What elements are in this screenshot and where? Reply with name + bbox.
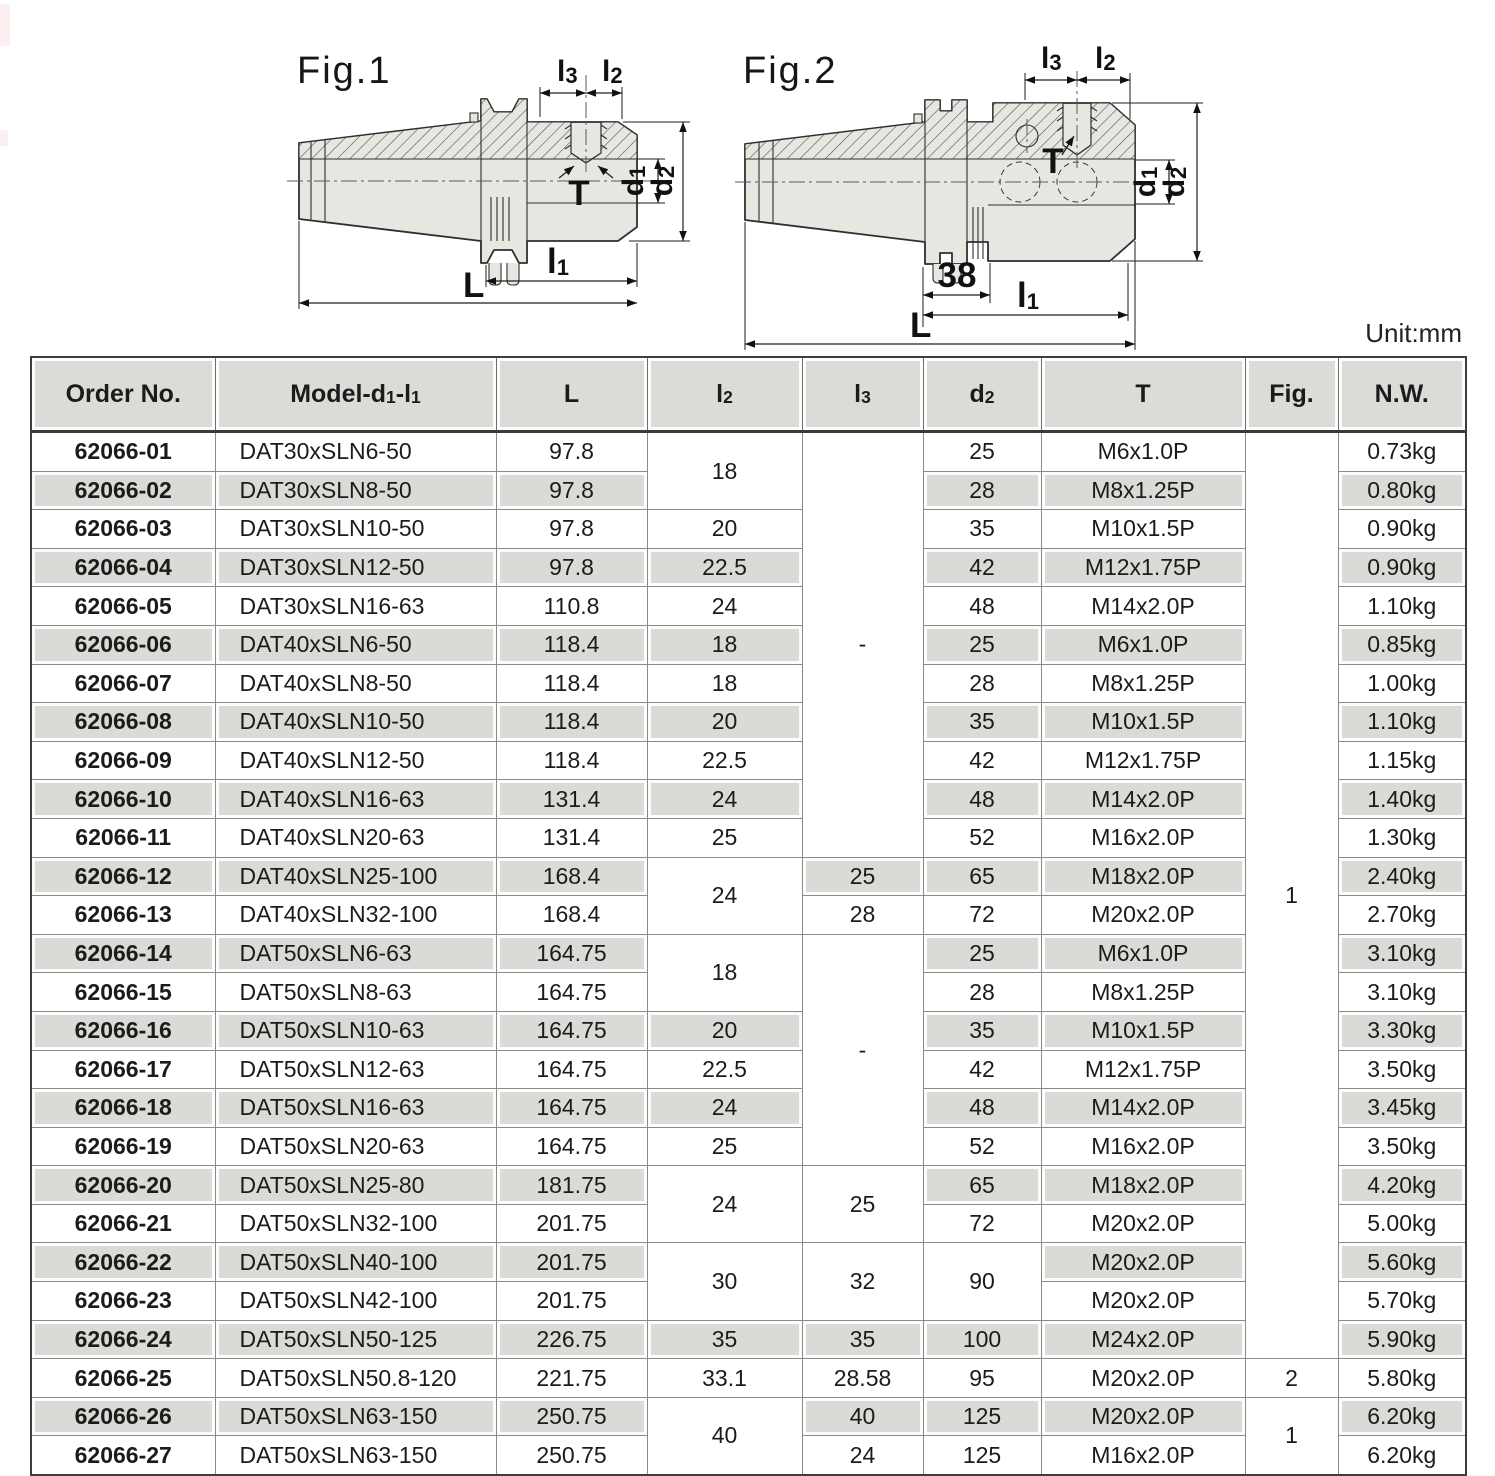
col-header-model: Model-d1-l1 <box>215 357 496 432</box>
order-no-cell: 62066-16 <box>31 1011 215 1050</box>
dim-38-label: 38 <box>937 256 977 295</box>
d2-cell: 28 <box>923 471 1041 510</box>
d2-cell: 48 <box>923 780 1041 819</box>
model-cell: DAT50xSLN12-63 <box>215 1050 496 1089</box>
model-cell: DAT50xSLN25-80 <box>215 1166 496 1205</box>
dim-d1-label: d1 <box>1129 166 1162 198</box>
l2-cell: 22.5 <box>647 741 802 780</box>
order-no-cell: 62066-15 <box>31 973 215 1012</box>
dim-l3-label: l3 <box>557 55 578 88</box>
order-no-cell: 62066-06 <box>31 625 215 664</box>
thread-t-cell: M20x2.0P <box>1041 1282 1245 1321</box>
net-weight-cell: 5.00kg <box>1338 1204 1466 1243</box>
l3-cell: - <box>802 934 923 1166</box>
l2-cell: 22.5 <box>647 548 802 587</box>
order-no-cell: 62066-27 <box>31 1436 215 1475</box>
thread-t-cell: M20x2.0P <box>1041 1359 1245 1398</box>
l3-cell: 24 <box>802 1436 923 1475</box>
col-header-nw: N.W. <box>1338 357 1466 432</box>
table-row <box>31 1359 1466 1398</box>
col-header-t: T <box>1041 357 1245 432</box>
d2-cell: 72 <box>923 896 1041 935</box>
order-no-cell: 62066-11 <box>31 818 215 857</box>
fig2-title: Fig.2 <box>743 50 838 92</box>
net-weight-cell: 0.73kg <box>1338 432 1466 472</box>
scan-artifact <box>0 4 10 46</box>
net-weight-cell: 3.50kg <box>1338 1127 1466 1166</box>
thread-t-cell: M12x1.75P <box>1041 548 1245 587</box>
d2-cell: 35 <box>923 703 1041 742</box>
thread-t-cell: M10x1.5P <box>1041 510 1245 549</box>
thread-t-cell: M6x1.0P <box>1041 934 1245 973</box>
d2-cell: 52 <box>923 818 1041 857</box>
model-cell: DAT50xSLN16-63 <box>215 1089 496 1128</box>
l2-cell: 18 <box>647 934 802 1011</box>
l3-cell: 25 <box>802 857 923 896</box>
length-l-cell: 118.4 <box>496 741 647 780</box>
d2-cell: 125 <box>923 1397 1041 1436</box>
dim-t-label: T <box>568 174 590 213</box>
length-l-cell: 164.75 <box>496 1011 647 1050</box>
model-cell: DAT40xSLN32-100 <box>215 896 496 935</box>
fig1-title: Fig.1 <box>297 50 392 92</box>
table-row <box>31 1397 1466 1436</box>
length-l-cell: 164.75 <box>496 934 647 973</box>
net-weight-cell: 1.40kg <box>1338 780 1466 819</box>
col-header-l: L <box>496 357 647 432</box>
length-l-cell: 168.4 <box>496 857 647 896</box>
length-l-cell: 250.75 <box>496 1397 647 1436</box>
order-no-cell: 62066-04 <box>31 548 215 587</box>
l2-cell: 25 <box>647 818 802 857</box>
l3-cell: 35 <box>802 1320 923 1359</box>
net-weight-cell: 0.80kg <box>1338 471 1466 510</box>
net-weight-cell: 3.30kg <box>1338 1011 1466 1050</box>
l3-cell: 28.58 <box>802 1359 923 1398</box>
thread-t-cell: M14x2.0P <box>1041 587 1245 626</box>
order-no-cell: 62066-14 <box>31 934 215 973</box>
d2-cell: 28 <box>923 973 1041 1012</box>
thread-t-cell: M14x2.0P <box>1041 1089 1245 1128</box>
length-l-cell: 97.8 <box>496 510 647 549</box>
order-no-cell: 62066-12 <box>31 857 215 896</box>
thread-t-cell: M10x1.5P <box>1041 703 1245 742</box>
order-no-cell: 62066-26 <box>31 1397 215 1436</box>
net-weight-cell: 6.20kg <box>1338 1397 1466 1436</box>
thread-t-cell: M8x1.25P <box>1041 973 1245 1012</box>
model-cell: DAT30xSLN12-50 <box>215 548 496 587</box>
dim-t-label: T <box>1042 142 1064 181</box>
d2-cell: 35 <box>923 1011 1041 1050</box>
l3-cell: - <box>802 432 923 858</box>
l2-cell: 22.5 <box>647 1050 802 1089</box>
model-cell: DAT30xSLN16-63 <box>215 587 496 626</box>
dim-d1-label: d1 <box>617 165 650 197</box>
thread-t-cell: M8x1.25P <box>1041 664 1245 703</box>
col-header-d2: d2 <box>923 357 1041 432</box>
dim-L-label: L <box>463 266 485 305</box>
thread-t-cell: M6x1.0P <box>1041 625 1245 664</box>
net-weight-cell: 3.10kg <box>1338 934 1466 973</box>
thread-t-cell: M10x1.5P <box>1041 1011 1245 1050</box>
thread-t-cell: M16x2.0P <box>1041 1436 1245 1475</box>
d2-cell: 125 <box>923 1436 1041 1475</box>
l2-cell: 24 <box>647 780 802 819</box>
thread-t-cell: M18x2.0P <box>1041 1166 1245 1205</box>
d2-cell: 42 <box>923 548 1041 587</box>
fig-cell: 1 <box>1245 1397 1338 1475</box>
d2-cell: 35 <box>923 510 1041 549</box>
model-cell: DAT30xSLN10-50 <box>215 510 496 549</box>
model-cell: DAT40xSLN12-50 <box>215 741 496 780</box>
model-cell: DAT40xSLN6-50 <box>215 625 496 664</box>
length-l-cell: 164.75 <box>496 1050 647 1089</box>
l3-cell: 40 <box>802 1397 923 1436</box>
dim-d2-label: d2 <box>1158 166 1191 198</box>
unit-label: Unit:mm <box>1365 318 1462 348</box>
length-l-cell: 118.4 <box>496 664 647 703</box>
order-no-cell: 62066-10 <box>31 780 215 819</box>
model-cell: DAT50xSLN6-63 <box>215 934 496 973</box>
header-row <box>31 357 1466 432</box>
d2-cell: 28 <box>923 664 1041 703</box>
l2-cell: 20 <box>647 1011 802 1050</box>
length-l-cell: 97.8 <box>496 432 647 472</box>
length-l-cell: 226.75 <box>496 1320 647 1359</box>
l3-cell: 32 <box>802 1243 923 1320</box>
model-cell: DAT50xSLN20-63 <box>215 1127 496 1166</box>
model-cell: DAT40xSLN8-50 <box>215 664 496 703</box>
l3-cell: 25 <box>802 1166 923 1243</box>
col-header-fig: Fig. <box>1245 357 1338 432</box>
order-no-cell: 62066-18 <box>31 1089 215 1128</box>
net-weight-cell: 4.20kg <box>1338 1166 1466 1205</box>
order-no-cell: 62066-09 <box>31 741 215 780</box>
col-header-l3: l3 <box>802 357 923 432</box>
dim-l3-label: l3 <box>1041 45 1062 75</box>
order-no-cell: 62066-17 <box>31 1050 215 1089</box>
scan-artifact <box>0 130 8 146</box>
d2-cell: 42 <box>923 1050 1041 1089</box>
dim-l1-label: l1 <box>1017 276 1039 315</box>
l2-cell: 18 <box>647 625 802 664</box>
l2-cell: 35 <box>647 1320 802 1359</box>
fig-cell: 1 <box>1245 432 1338 1359</box>
net-weight-cell: 3.45kg <box>1338 1089 1466 1128</box>
dim-l2-label: l2 <box>602 55 623 88</box>
model-cell: DAT50xSLN40-100 <box>215 1243 496 1282</box>
model-cell: DAT50xSLN10-63 <box>215 1011 496 1050</box>
model-cell: DAT30xSLN6-50 <box>215 432 496 472</box>
bottom-keys <box>489 263 519 285</box>
length-l-cell: 164.75 <box>496 973 647 1012</box>
thread-t-cell: M20x2.0P <box>1041 1204 1245 1243</box>
l2-cell: 20 <box>647 510 802 549</box>
thread-t-cell: M16x2.0P <box>1041 818 1245 857</box>
d2-cell: 100 <box>923 1320 1041 1359</box>
order-no-cell: 62066-01 <box>31 432 215 472</box>
l2-cell: 25 <box>647 1127 802 1166</box>
l2-cell: 24 <box>647 1166 802 1243</box>
l2-cell: 24 <box>647 587 802 626</box>
dim-l2-label: l2 <box>1095 45 1116 75</box>
length-l-cell: 118.4 <box>496 625 647 664</box>
d2-cell: 25 <box>923 432 1041 472</box>
net-weight-cell: 2.40kg <box>1338 857 1466 896</box>
flange-key <box>914 114 922 123</box>
model-cell: DAT40xSLN16-63 <box>215 780 496 819</box>
length-l-cell: 250.75 <box>496 1436 647 1475</box>
l2-cell: 30 <box>647 1243 802 1320</box>
net-weight-cell: 0.85kg <box>1338 625 1466 664</box>
net-weight-cell: 5.80kg <box>1338 1359 1466 1398</box>
d2-cell: 90 <box>923 1243 1041 1320</box>
length-l-cell: 221.75 <box>496 1359 647 1398</box>
length-l-cell: 201.75 <box>496 1282 647 1321</box>
order-no-cell: 62066-13 <box>31 896 215 935</box>
l2-cell: 18 <box>647 664 802 703</box>
thread-t-cell: M16x2.0P <box>1041 1127 1245 1166</box>
order-no-cell: 62066-20 <box>31 1166 215 1205</box>
table-row <box>31 432 1466 472</box>
thread-t-cell: M20x2.0P <box>1041 1397 1245 1436</box>
thread-t-cell: M6x1.0P <box>1041 432 1245 472</box>
net-weight-cell: 3.10kg <box>1338 973 1466 1012</box>
col-header-l2: l2 <box>647 357 802 432</box>
order-no-cell: 62066-21 <box>31 1204 215 1243</box>
d2-cell: 65 <box>923 1166 1041 1205</box>
net-weight-cell: 5.70kg <box>1338 1282 1466 1321</box>
fig2-technical-drawing <box>735 45 1215 355</box>
net-weight-cell: 5.90kg <box>1338 1320 1466 1359</box>
table-body <box>31 432 1466 1476</box>
model-cell: DAT50xSLN50.8-120 <box>215 1359 496 1398</box>
fig1-technical-drawing <box>285 45 710 315</box>
net-weight-cell: 1.00kg <box>1338 664 1466 703</box>
thread-t-cell: M20x2.0P <box>1041 896 1245 935</box>
length-l-cell: 201.75 <box>496 1243 647 1282</box>
net-weight-cell: 1.10kg <box>1338 587 1466 626</box>
thread-t-cell: M12x1.75P <box>1041 1050 1245 1089</box>
d2-cell: 48 <box>923 587 1041 626</box>
net-weight-cell: 6.20kg <box>1338 1436 1466 1475</box>
length-l-cell: 110.8 <box>496 587 647 626</box>
dim-l1-label: l1 <box>547 242 569 281</box>
length-l-cell: 131.4 <box>496 780 647 819</box>
model-cell: DAT50xSLN63-150 <box>215 1397 496 1436</box>
thread-t-cell: M8x1.25P <box>1041 471 1245 510</box>
spec-table <box>30 356 1467 1476</box>
length-l-cell: 181.75 <box>496 1166 647 1205</box>
net-weight-cell: 0.90kg <box>1338 510 1466 549</box>
order-no-cell: 62066-23 <box>31 1282 215 1321</box>
net-weight-cell: 0.90kg <box>1338 548 1466 587</box>
length-l-cell: 168.4 <box>496 896 647 935</box>
d2-cell: 95 <box>923 1359 1041 1398</box>
model-cell: DAT50xSLN63-150 <box>215 1436 496 1475</box>
order-no-cell: 62066-22 <box>31 1243 215 1282</box>
thread-t-cell: M18x2.0P <box>1041 857 1245 896</box>
thread-t-cell: M24x2.0P <box>1041 1320 1245 1359</box>
l2-cell: 20 <box>647 703 802 742</box>
thread-t-cell: M20x2.0P <box>1041 1243 1245 1282</box>
d2-cell: 48 <box>923 1089 1041 1128</box>
order-no-cell: 62066-08 <box>31 703 215 742</box>
length-l-cell: 164.75 <box>496 1089 647 1128</box>
order-no-cell: 62066-02 <box>31 471 215 510</box>
d2-cell: 25 <box>923 934 1041 973</box>
length-l-cell: 164.75 <box>496 1127 647 1166</box>
length-l-cell: 97.8 <box>496 548 647 587</box>
net-weight-cell: 1.10kg <box>1338 703 1466 742</box>
d2-cell: 42 <box>923 741 1041 780</box>
l2-cell: 18 <box>647 432 802 510</box>
fig-cell: 2 <box>1245 1359 1338 1398</box>
order-no-cell: 62066-05 <box>31 587 215 626</box>
net-weight-cell: 3.50kg <box>1338 1050 1466 1089</box>
net-weight-cell: 1.15kg <box>1338 741 1466 780</box>
thread-t-cell: M14x2.0P <box>1041 780 1245 819</box>
order-no-cell: 62066-24 <box>31 1320 215 1359</box>
l2-cell: 33.1 <box>647 1359 802 1398</box>
dim-d2-label: d2 <box>646 165 679 197</box>
length-l-cell: 201.75 <box>496 1204 647 1243</box>
length-l-cell: 131.4 <box>496 818 647 857</box>
d2-cell: 52 <box>923 1127 1041 1166</box>
order-no-cell: 62066-07 <box>31 664 215 703</box>
d2-cell: 65 <box>923 857 1041 896</box>
table-header <box>31 357 1466 432</box>
order-no-cell: 62066-19 <box>31 1127 215 1166</box>
order-no-cell: 62066-03 <box>31 510 215 549</box>
model-cell: DAT40xSLN20-63 <box>215 818 496 857</box>
d2-cell: 25 <box>923 625 1041 664</box>
l2-cell: 40 <box>647 1397 802 1475</box>
model-cell: DAT50xSLN50-125 <box>215 1320 496 1359</box>
model-cell: DAT50xSLN42-100 <box>215 1282 496 1321</box>
net-weight-cell: 1.30kg <box>1338 818 1466 857</box>
thread-t-cell: M12x1.75P <box>1041 741 1245 780</box>
l2-cell: 24 <box>647 1089 802 1128</box>
model-cell: DAT50xSLN8-63 <box>215 973 496 1012</box>
length-l-cell: 118.4 <box>496 703 647 742</box>
net-weight-cell: 5.60kg <box>1338 1243 1466 1282</box>
model-cell: DAT50xSLN32-100 <box>215 1204 496 1243</box>
model-cell: DAT40xSLN10-50 <box>215 703 496 742</box>
net-weight-cell: 2.70kg <box>1338 896 1466 935</box>
dim-L-label: L <box>910 306 932 345</box>
col-header-order-no: Order No. <box>31 357 215 432</box>
l3-cell: 28 <box>802 896 923 935</box>
model-cell: DAT40xSLN25-100 <box>215 857 496 896</box>
order-no-cell: 62066-25 <box>31 1359 215 1398</box>
d2-cell: 72 <box>923 1204 1041 1243</box>
model-cell: DAT30xSLN8-50 <box>215 471 496 510</box>
flange-key <box>470 113 478 122</box>
l2-cell: 24 <box>647 857 802 934</box>
length-l-cell: 97.8 <box>496 471 647 510</box>
